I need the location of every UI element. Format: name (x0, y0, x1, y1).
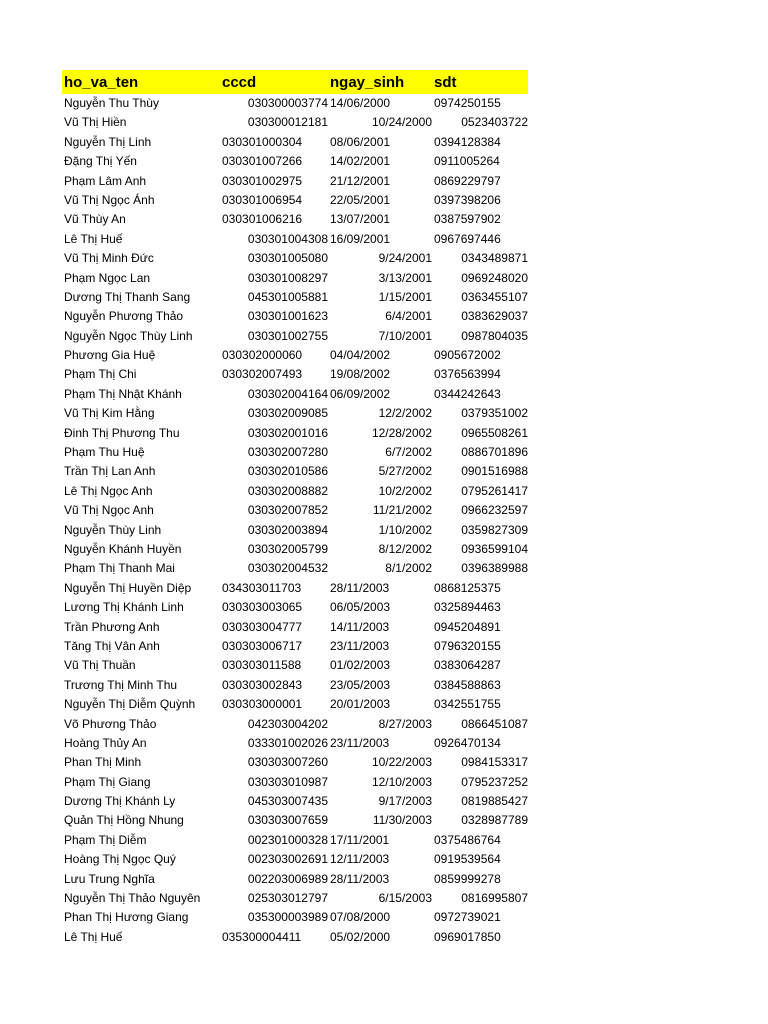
cell-cccd[interactable]: 030302007852 (247, 503, 328, 518)
cell-cccd[interactable]: 045301005881 (247, 289, 328, 304)
table-row (62, 346, 528, 365)
cell-ho-va-ten[interactable]: Lê Thị Huế (64, 231, 123, 246)
cell-sdt[interactable]: 0383064287 (434, 658, 501, 673)
cell-sdt[interactable]: 0936599104 (461, 541, 528, 556)
cell-ngay-sinh[interactable]: 07/08/2000 (330, 910, 391, 925)
header-cccd[interactable]: cccd (222, 74, 257, 91)
cell-sdt[interactable]: 0523403722 (461, 115, 528, 130)
cell-cccd[interactable]: 034303011703 (222, 580, 302, 595)
cell-sdt[interactable]: 0376563994 (434, 367, 501, 382)
cell-ho-va-ten[interactable]: Phan Thị Hương Giang (64, 910, 189, 925)
cell-cccd[interactable]: 002303002691 (247, 852, 328, 867)
cell-ngay-sinh[interactable]: 5/27/2002 (378, 464, 432, 479)
cell-sdt[interactable]: 0375486764 (434, 832, 501, 847)
cell-cccd[interactable]: 030302005799 (247, 541, 328, 556)
table-row (62, 928, 528, 947)
cell-ho-va-ten[interactable]: Dương Thị Thanh Sang (64, 289, 191, 304)
cell-ngay-sinh[interactable]: 20/01/2003 (330, 697, 391, 712)
header-row (62, 70, 528, 94)
table-row (62, 424, 528, 443)
cell-cccd[interactable]: 035300004411 (222, 929, 302, 944)
cell-ngay-sinh[interactable]: 8/1/2002 (385, 561, 432, 576)
cell-ho-va-ten[interactable]: Nguyễn Khánh Huyền (64, 541, 182, 556)
cell-ngay-sinh[interactable]: 05/02/2000 (330, 929, 391, 944)
cell-ho-va-ten[interactable]: Vũ Thị Thuần (64, 658, 136, 673)
cell-ngay-sinh[interactable]: 04/04/2002 (330, 348, 391, 363)
table-row (62, 850, 528, 869)
header-sdt[interactable]: sdt (434, 74, 457, 91)
cell-sdt[interactable]: 0869229797 (434, 173, 501, 188)
cell-sdt[interactable]: 0866451087 (461, 716, 528, 731)
cell-sdt[interactable]: 0394128384 (434, 134, 501, 149)
table-row (62, 249, 528, 268)
cell-ngay-sinh[interactable]: 17/11/2001 (330, 832, 390, 847)
cell-ngay-sinh[interactable]: 14/11/2003 (330, 619, 390, 634)
cell-sdt[interactable]: 0343489871 (461, 251, 528, 266)
cell-cccd[interactable]: 002203006989 (247, 871, 328, 886)
cell-ho-va-ten[interactable]: Quản Thị Hồng Nhung (64, 813, 184, 828)
table-row (62, 288, 528, 307)
cell-sdt[interactable]: 0379351002 (461, 406, 528, 421)
table-row (62, 404, 528, 423)
table-row (62, 637, 528, 656)
table-row (62, 94, 528, 113)
cell-ho-va-ten[interactable]: Phan Thị Minh (64, 755, 142, 770)
cell-cccd[interactable]: 030301001623 (247, 309, 328, 324)
cell-cccd[interactable]: 033301002026 (247, 735, 328, 750)
cell-ngay-sinh[interactable]: 9/24/2001 (378, 251, 432, 266)
cell-ho-va-ten[interactable]: Phạm Thị Thanh Mai (64, 561, 175, 576)
header-ho-va-ten[interactable]: ho_va_ten (64, 74, 139, 91)
cell-ho-va-ten[interactable]: Hoàng Thủy An (64, 735, 147, 750)
cell-cccd[interactable]: 030301002755 (247, 328, 328, 343)
cell-ho-va-ten[interactable]: Lưu Trung Nghĩa (64, 871, 155, 886)
cell-cccd[interactable]: 030302004164 (247, 386, 328, 401)
cell-ho-va-ten[interactable]: Phạm Lâm Anh (64, 173, 147, 188)
cell-ngay-sinh[interactable]: 08/06/2001 (330, 134, 391, 149)
cell-ngay-sinh[interactable]: 6/15/2003 (378, 891, 432, 906)
cell-ngay-sinh[interactable]: 12/2/2002 (378, 406, 432, 421)
cell-ngay-sinh[interactable]: 28/11/2003 (330, 871, 390, 886)
cell-ho-va-ten[interactable]: Lương Thị Khánh Linh (64, 600, 184, 615)
cell-ngay-sinh[interactable]: 3/13/2001 (378, 270, 432, 285)
table-row (62, 889, 528, 908)
cell-ho-va-ten[interactable]: Nguyễn Thị Linh (64, 134, 152, 149)
cell-sdt[interactable]: 0325894463 (434, 600, 501, 615)
table-row (62, 753, 528, 772)
table-row (62, 172, 528, 191)
cell-ngay-sinh[interactable]: 01/02/2003 (330, 658, 391, 673)
cell-sdt[interactable]: 0795261417 (461, 483, 528, 498)
cell-ho-va-ten[interactable]: Phạm Thị Nhật Khánh (64, 386, 182, 401)
cell-cccd[interactable]: 030301006216 (222, 212, 303, 227)
cell-sdt[interactable]: 0965508261 (461, 425, 528, 440)
cell-ho-va-ten[interactable]: Trần Phương Anh (64, 619, 160, 634)
cell-ngay-sinh[interactable]: 14/06/2000 (330, 96, 391, 110)
cell-cccd[interactable]: 030302000060 (222, 348, 303, 363)
cell-cccd[interactable]: 030302009085 (247, 406, 328, 421)
cell-cccd[interactable]: 030302007493 (222, 367, 303, 382)
table-row (62, 773, 528, 792)
table-row (62, 908, 528, 927)
cell-cccd[interactable]: 030303006717 (222, 638, 303, 653)
cell-ngay-sinh[interactable]: 23/11/2003 (330, 638, 390, 653)
cell-sdt[interactable]: 0911005264 (434, 154, 500, 169)
table-row (62, 230, 528, 249)
cell-cccd[interactable]: 030301000304 (222, 134, 303, 149)
cell-sdt[interactable]: 0969017850 (434, 929, 501, 944)
cell-sdt[interactable]: 0328987789 (461, 813, 528, 828)
table-row (62, 695, 528, 714)
cell-sdt[interactable]: 0966232597 (461, 503, 528, 518)
table-row (62, 618, 528, 637)
cell-ngay-sinh[interactable]: 19/08/2002 (330, 367, 391, 382)
cell-ho-va-ten[interactable]: Phạm Ngọc Lan (64, 270, 151, 285)
cell-cccd[interactable]: 030301007266 (222, 154, 303, 169)
table-row (62, 792, 528, 811)
cell-ho-va-ten[interactable]: Phương Gia Huệ (64, 348, 156, 363)
cell-sdt[interactable]: 0816995807 (461, 891, 528, 906)
cell-cccd[interactable]: 025303012797 (247, 891, 328, 906)
cell-ho-va-ten[interactable]: Lê Thị Ngọc Anh (64, 483, 153, 498)
table-row (62, 870, 528, 889)
cell-cccd[interactable]: 030300003774 (247, 96, 328, 110)
cell-cccd[interactable]: 042303004202 (247, 716, 328, 731)
cell-ngay-sinh[interactable]: 13/07/2001 (330, 212, 391, 227)
cell-ngay-sinh[interactable]: 23/05/2003 (330, 677, 391, 692)
cell-sdt[interactable]: 0901516988 (461, 464, 528, 479)
cell-ho-va-ten[interactable]: Dương Thị Khánh Ly (64, 794, 176, 809)
table-row (62, 521, 528, 540)
cell-ngay-sinh[interactable]: 9/17/2003 (378, 794, 432, 809)
cell-ho-va-ten[interactable]: Nguyễn Phương Thảo (64, 309, 184, 324)
cell-sdt[interactable]: 0905672002 (434, 348, 501, 363)
cell-ngay-sinh[interactable]: 28/11/2003 (330, 580, 390, 595)
cell-sdt[interactable]: 0819885427 (461, 794, 528, 809)
table-row (62, 462, 528, 481)
table-row (62, 676, 528, 695)
cell-cccd[interactable]: 030302010586 (247, 464, 328, 479)
cell-cccd[interactable]: 030301004308 (247, 231, 328, 246)
cell-sdt[interactable]: 0359827309 (461, 522, 528, 537)
cell-cccd[interactable]: 030303007260 (247, 755, 328, 770)
cell-cccd[interactable]: 030303002843 (222, 677, 303, 692)
cell-cccd[interactable]: 030303007659 (247, 813, 328, 828)
table-row (62, 269, 528, 288)
table-row (62, 327, 528, 346)
cell-sdt[interactable]: 0397398206 (434, 192, 501, 207)
cell-ho-va-ten[interactable]: Phạm Thị Giang (64, 774, 151, 789)
cell-ngay-sinh[interactable]: 16/09/2001 (330, 231, 391, 246)
cell-cccd[interactable]: 030303011588 (222, 658, 302, 673)
cell-ngay-sinh[interactable]: 22/05/2001 (330, 192, 391, 207)
cell-ho-va-ten[interactable]: Lê Thị Huế (64, 929, 123, 944)
cell-ho-va-ten[interactable]: Nguyễn Thu Thùy (64, 96, 159, 110)
data-rows (62, 94, 528, 947)
table-row (62, 443, 528, 462)
cell-sdt[interactable]: 0859999278 (434, 871, 501, 886)
table-row (62, 133, 528, 152)
cell-ngay-sinh[interactable]: 8/27/2003 (378, 716, 432, 731)
table-row (62, 656, 528, 675)
cell-sdt[interactable]: 0919539564 (434, 852, 501, 867)
cell-ngay-sinh[interactable]: 11/21/2002 (372, 503, 432, 518)
table-row (62, 210, 528, 229)
cell-cccd[interactable]: 030303010987 (247, 774, 328, 789)
cell-sdt[interactable]: 0945204891 (434, 619, 501, 634)
cell-sdt[interactable]: 0363455107 (461, 289, 528, 304)
cell-sdt[interactable]: 0969248020 (461, 270, 528, 285)
cell-ho-va-ten[interactable]: Phạm Thị Chi (64, 367, 137, 382)
cell-ho-va-ten[interactable]: Nguyễn Thùy Linh (64, 522, 162, 537)
header-ngay-sinh[interactable]: ngay_sinh (330, 74, 405, 91)
table-row (62, 579, 528, 598)
table-row (62, 540, 528, 559)
table-row (62, 307, 528, 326)
cell-sdt[interactable]: 0868125375 (434, 580, 501, 595)
cell-ho-va-ten[interactable]: Hoàng Thị Ngọc Quý (64, 852, 176, 867)
table-row (62, 734, 528, 753)
cell-ngay-sinh[interactable]: 14/02/2001 (330, 154, 391, 169)
table-row (62, 831, 528, 850)
cell-sdt[interactable]: 0926470134 (434, 735, 501, 750)
cell-cccd[interactable]: 030301002975 (222, 173, 303, 188)
cell-ho-va-ten[interactable]: Vũ Thị Ngọc Ánh (64, 192, 155, 207)
cell-ngay-sinh[interactable]: 12/10/2003 (371, 774, 432, 789)
cell-ngay-sinh[interactable]: 7/10/2001 (378, 328, 432, 343)
cell-ngay-sinh[interactable]: 8/12/2002 (378, 541, 432, 556)
cell-ngay-sinh[interactable]: 6/4/2001 (385, 309, 432, 324)
cell-ngay-sinh[interactable]: 10/22/2003 (371, 755, 432, 770)
cell-ngay-sinh[interactable]: 21/12/2001 (330, 173, 391, 188)
cell-sdt[interactable]: 0384588863 (434, 677, 501, 692)
cell-ho-va-ten[interactable]: Phạm Thị Diễm (64, 832, 147, 847)
cell-ho-va-ten[interactable]: Đặng Thị Yến (64, 154, 137, 169)
cell-ho-va-ten[interactable]: Vũ Thùy An (64, 212, 126, 227)
cell-sdt[interactable]: 0987804035 (461, 328, 528, 343)
cell-cccd[interactable]: 030302004532 (247, 561, 328, 576)
cell-ho-va-ten[interactable]: Phạm Thu Huệ (64, 445, 145, 460)
table-row (62, 385, 528, 404)
cell-sdt[interactable]: 0967697446 (434, 231, 501, 246)
cell-sdt[interactable]: 0383629037 (461, 309, 528, 324)
table-row (62, 365, 528, 384)
cell-ngay-sinh[interactable]: 10/2/2002 (378, 483, 432, 498)
cell-cccd[interactable]: 030301008297 (247, 270, 328, 285)
cell-ngay-sinh[interactable]: 1/10/2002 (378, 522, 432, 537)
cell-ngay-sinh[interactable]: 06/05/2003 (330, 600, 391, 615)
spreadsheet (62, 70, 528, 947)
cell-ho-va-ten[interactable]: Vũ Thị Minh Đức (64, 251, 154, 266)
cell-ngay-sinh[interactable]: 23/11/2003 (330, 735, 390, 750)
cell-cccd[interactable]: 030303004777 (222, 619, 303, 634)
cell-sdt[interactable]: 0886701896 (461, 445, 528, 460)
cell-sdt[interactable]: 0796320155 (434, 638, 501, 653)
cell-ngay-sinh[interactable]: 12/28/2002 (371, 425, 432, 440)
cell-ho-va-ten[interactable]: Nguyễn Thị Diễm Quỳnh (64, 697, 196, 712)
cell-cccd[interactable]: 035300003989 (247, 910, 328, 925)
cell-cccd[interactable]: 002301000328 (247, 832, 328, 847)
cell-sdt[interactable]: 0387597902 (434, 212, 501, 227)
cell-ngay-sinh[interactable]: 11/30/2003 (372, 813, 432, 828)
cell-sdt[interactable]: 0795237252 (461, 774, 528, 789)
table-row (62, 598, 528, 617)
cell-sdt[interactable]: 0974250155 (434, 96, 501, 110)
cell-ho-va-ten[interactable]: Vũ Thị Ngọc Anh (64, 503, 154, 518)
cell-cccd[interactable]: 030302007280 (247, 445, 328, 460)
cell-sdt[interactable]: 0342551755 (434, 697, 501, 712)
cell-ngay-sinh[interactable]: 6/7/2002 (385, 445, 432, 460)
table-row (62, 811, 528, 830)
cell-cccd[interactable]: 030302003894 (247, 522, 328, 537)
cell-cccd[interactable]: 030303003065 (222, 600, 303, 615)
table-row (62, 191, 528, 210)
cell-ho-va-ten[interactable]: Đinh Thị Phương Thu (64, 425, 180, 440)
table-row (62, 113, 528, 132)
cell-ho-va-ten[interactable]: Tăng Thị Vân Anh (64, 638, 160, 653)
cell-cccd[interactable]: 030303000001 (222, 697, 303, 712)
table-row (62, 152, 528, 171)
cell-cccd[interactable]: 030302001016 (247, 425, 328, 440)
cell-sdt[interactable]: 0972739021 (434, 910, 501, 925)
cell-cccd[interactable]: 045303007435 (247, 794, 328, 809)
cell-cccd[interactable]: 030301005080 (247, 251, 328, 266)
cell-ho-va-ten[interactable]: Trần Thị Lan Anh (64, 464, 156, 479)
cell-ho-va-ten[interactable]: Nguyễn Thị Thảo Nguyên (64, 891, 201, 906)
cell-cccd[interactable]: 030301006954 (222, 192, 303, 207)
cell-ho-va-ten[interactable]: Võ Phương Thảo (64, 716, 157, 731)
cell-sdt[interactable]: 0396389988 (461, 561, 528, 576)
cell-ngay-sinh[interactable]: 12/11/2003 (330, 852, 390, 867)
cell-ngay-sinh[interactable]: 1/15/2001 (378, 289, 432, 304)
cell-ho-va-ten[interactable]: Nguyễn Thị Huyền Diệp (64, 580, 192, 595)
table-row (62, 501, 528, 520)
cell-ngay-sinh[interactable]: 06/09/2002 (330, 386, 391, 401)
cell-sdt[interactable]: 0344242643 (434, 386, 501, 401)
cell-sdt[interactable]: 0984153317 (461, 755, 528, 770)
table-row (62, 715, 528, 734)
cell-cccd[interactable]: 030302008882 (247, 483, 328, 498)
cell-ho-va-ten[interactable]: Nguyễn Ngọc Thùy Linh (64, 328, 193, 343)
cell-ho-va-ten[interactable]: Trương Thị Minh Thu (64, 677, 178, 692)
cell-cccd[interactable]: 030300012181 (247, 115, 328, 130)
cell-ho-va-ten[interactable]: Vũ Thị Hiền (64, 115, 127, 130)
cell-ho-va-ten[interactable]: Vũ Thị Kim Hằng (64, 406, 155, 421)
table-row (62, 482, 528, 501)
table-row (62, 559, 528, 578)
cell-ngay-sinh[interactable]: 10/24/2000 (371, 115, 432, 130)
